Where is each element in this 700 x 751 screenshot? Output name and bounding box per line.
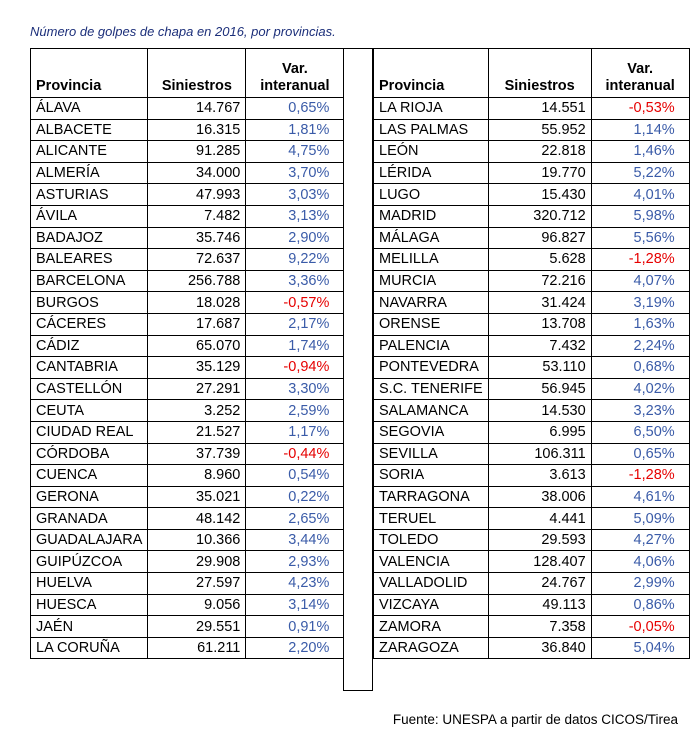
province-cell: GUADALAJARA xyxy=(31,529,148,551)
siniestros-cell: 7.358 xyxy=(488,616,591,638)
table-row xyxy=(31,594,344,616)
province-cell: PALENCIA xyxy=(374,335,489,357)
siniestros-cell: 37.739 xyxy=(148,443,246,465)
siniestros-cell: 17.687 xyxy=(148,313,246,335)
table-row xyxy=(374,162,690,184)
table-row xyxy=(31,119,344,141)
siniestros-cell: 29.908 xyxy=(148,551,246,573)
siniestros-cell: 61.211 xyxy=(148,637,246,659)
province-cell: LA RIOJA xyxy=(374,98,489,120)
siniestros-cell: 14.530 xyxy=(488,400,591,422)
province-cell: TOLEDO xyxy=(374,529,489,551)
siniestros-cell: 128.407 xyxy=(488,551,591,573)
province-table-right xyxy=(373,48,690,659)
siniestros-cell: 106.311 xyxy=(488,443,591,465)
var-interanual-cell: 3,36% xyxy=(246,270,344,292)
province-cell: TERUEL xyxy=(374,508,489,530)
table-row xyxy=(31,249,344,271)
table-row xyxy=(374,637,690,659)
siniestros-cell: 16.315 xyxy=(148,119,246,141)
table-row xyxy=(31,313,344,335)
siniestros-cell: 7.482 xyxy=(148,205,246,227)
province-cell: ASTURIAS xyxy=(31,184,148,206)
siniestros-cell: 14.767 xyxy=(148,98,246,120)
table-row xyxy=(31,357,344,379)
var-interanual-cell: 0,65% xyxy=(591,443,689,465)
province-cell: VALENCIA xyxy=(374,551,489,573)
siniestros-cell: 7.432 xyxy=(488,335,591,357)
siniestros-cell: 21.527 xyxy=(148,421,246,443)
page-title: Número de golpes de chapa en 2016, por provincias. xyxy=(30,24,336,39)
province-cell: ALMERÍA xyxy=(31,162,148,184)
var-interanual-cell: 2,93% xyxy=(246,551,344,573)
table-row xyxy=(31,205,344,227)
var-interanual-cell: 3,23% xyxy=(591,400,689,422)
header-var-line2: interanual xyxy=(260,78,330,94)
table-row xyxy=(374,227,690,249)
table-row xyxy=(31,141,344,163)
province-cell: SALAMANCA xyxy=(374,400,489,422)
table-row xyxy=(374,184,690,206)
var-interanual-cell: 2,65% xyxy=(246,508,344,530)
var-interanual-cell: 3,14% xyxy=(246,594,344,616)
siniestros-cell: 24.767 xyxy=(488,573,591,595)
province-cell: GERONA xyxy=(31,486,148,508)
header-var-interanual xyxy=(246,49,344,98)
siniestros-cell: 38.006 xyxy=(488,486,591,508)
table-row xyxy=(374,141,690,163)
var-interanual-cell: 0,68% xyxy=(591,357,689,379)
table-row xyxy=(31,529,344,551)
table-row xyxy=(374,616,690,638)
province-cell: HUELVA xyxy=(31,573,148,595)
siniestros-cell: 29.551 xyxy=(148,616,246,638)
var-interanual-cell: 2,99% xyxy=(591,573,689,595)
header-var-line1: Var. xyxy=(281,61,308,77)
header-siniestros: Siniestros xyxy=(488,49,591,98)
table-row xyxy=(31,637,344,659)
province-cell: CÁCERES xyxy=(31,313,148,335)
province-cell: MADRID xyxy=(374,205,489,227)
source-note: Fuente: UNESPA a partir de datos CICOS/Tirea xyxy=(392,712,678,727)
table-row xyxy=(374,335,690,357)
table-row xyxy=(31,227,344,249)
var-interanual-cell: -0,94% xyxy=(246,357,344,379)
var-interanual-cell: 9,22% xyxy=(246,249,344,271)
province-cell: MURCIA xyxy=(374,270,489,292)
province-cell: BADAJOZ xyxy=(31,227,148,249)
province-cell: ZAMORA xyxy=(374,616,489,638)
province-cell: CÁDIZ xyxy=(31,335,148,357)
province-table-left xyxy=(30,48,344,659)
province-cell: TARRAGONA xyxy=(374,486,489,508)
siniestros-cell: 256.788 xyxy=(148,270,246,292)
siniestros-cell: 47.993 xyxy=(148,184,246,206)
province-cell: BURGOS xyxy=(31,292,148,314)
table-row xyxy=(31,292,344,314)
province-cell: MÁLAGA xyxy=(374,227,489,249)
province-cell: CUENCA xyxy=(31,465,148,487)
siniestros-cell: 6.995 xyxy=(488,421,591,443)
var-interanual-cell: 3,13% xyxy=(246,205,344,227)
province-cell: CIUDAD REAL xyxy=(31,421,148,443)
siniestros-cell: 5.628 xyxy=(488,249,591,271)
province-cell: GUIPÚZCOA xyxy=(31,551,148,573)
header-siniestros: Siniestros xyxy=(148,49,246,98)
siniestros-cell: 3.613 xyxy=(488,465,591,487)
table-row xyxy=(31,270,344,292)
var-interanual-cell: 5,98% xyxy=(591,205,689,227)
header-provincia: Provincia xyxy=(31,49,148,98)
province-cell: SORIA xyxy=(374,465,489,487)
province-cell: S.C. TENERIFE xyxy=(374,378,489,400)
var-interanual-cell: 4,75% xyxy=(246,141,344,163)
table-row xyxy=(374,205,690,227)
siniestros-cell: 34.000 xyxy=(148,162,246,184)
var-interanual-cell: 5,09% xyxy=(591,508,689,530)
var-interanual-cell: 2,20% xyxy=(246,637,344,659)
province-cell: ZARAGOZA xyxy=(374,637,489,659)
var-interanual-cell: 0,54% xyxy=(246,465,344,487)
siniestros-cell: 65.070 xyxy=(148,335,246,357)
siniestros-cell: 9.056 xyxy=(148,594,246,616)
siniestros-cell: 31.424 xyxy=(488,292,591,314)
var-interanual-cell: 1,17% xyxy=(246,421,344,443)
table-row xyxy=(374,378,690,400)
table-row xyxy=(374,573,690,595)
province-cell: ALBACETE xyxy=(31,119,148,141)
var-interanual-cell: 3,19% xyxy=(591,292,689,314)
siniestros-cell: 27.597 xyxy=(148,573,246,595)
siniestros-cell: 29.593 xyxy=(488,529,591,551)
siniestros-cell: 4.441 xyxy=(488,508,591,530)
table-row xyxy=(374,313,690,335)
table-row xyxy=(374,119,690,141)
var-interanual-cell: 4,01% xyxy=(591,184,689,206)
var-interanual-cell: 2,90% xyxy=(246,227,344,249)
table-row xyxy=(31,162,344,184)
province-cell: BARCELONA xyxy=(31,270,148,292)
table-row xyxy=(374,465,690,487)
siniestros-cell: 13.708 xyxy=(488,313,591,335)
province-cell: ÁLAVA xyxy=(31,98,148,120)
var-interanual-cell: -0,44% xyxy=(246,443,344,465)
var-interanual-cell: 2,17% xyxy=(246,313,344,335)
siniestros-cell: 49.113 xyxy=(488,594,591,616)
siniestros-cell: 8.960 xyxy=(148,465,246,487)
table-row xyxy=(31,335,344,357)
siniestros-cell: 14.551 xyxy=(488,98,591,120)
siniestros-cell: 96.827 xyxy=(488,227,591,249)
table-row xyxy=(31,98,344,120)
header-provincia: Provincia xyxy=(374,49,489,98)
siniestros-cell: 320.712 xyxy=(488,205,591,227)
var-interanual-cell: 0,65% xyxy=(246,98,344,120)
table-header-row xyxy=(374,49,690,98)
table-row xyxy=(374,357,690,379)
var-interanual-cell: 3,44% xyxy=(246,529,344,551)
siniestros-cell: 35.746 xyxy=(148,227,246,249)
province-cell: ORENSE xyxy=(374,313,489,335)
table-row xyxy=(374,98,690,120)
var-interanual-cell: 1,81% xyxy=(246,119,344,141)
table-row xyxy=(374,249,690,271)
var-interanual-cell: 0,86% xyxy=(591,594,689,616)
province-cell: HUESCA xyxy=(31,594,148,616)
table-row xyxy=(374,270,690,292)
province-cell: LUGO xyxy=(374,184,489,206)
var-interanual-cell: 1,74% xyxy=(246,335,344,357)
var-interanual-cell: 0,91% xyxy=(246,616,344,638)
siniestros-cell: 36.840 xyxy=(488,637,591,659)
province-cell: ALICANTE xyxy=(31,141,148,163)
province-cell: SEVILLA xyxy=(374,443,489,465)
table-header-row xyxy=(31,49,344,98)
table-row xyxy=(31,184,344,206)
siniestros-cell: 53.110 xyxy=(488,357,591,379)
table-row xyxy=(31,378,344,400)
siniestros-cell: 48.142 xyxy=(148,508,246,530)
var-interanual-cell: 4,02% xyxy=(591,378,689,400)
table-row xyxy=(374,421,690,443)
siniestros-cell: 55.952 xyxy=(488,119,591,141)
header-var-interanual xyxy=(591,49,689,98)
province-cell: LA CORUÑA xyxy=(31,637,148,659)
table-row xyxy=(31,486,344,508)
province-cell: LAS PALMAS xyxy=(374,119,489,141)
province-cell: GRANADA xyxy=(31,508,148,530)
province-cell: CEUTA xyxy=(31,400,148,422)
var-interanual-cell: 4,06% xyxy=(591,551,689,573)
siniestros-cell: 27.291 xyxy=(148,378,246,400)
var-interanual-cell: 4,07% xyxy=(591,270,689,292)
var-interanual-cell: -1,28% xyxy=(591,249,689,271)
var-interanual-cell: 5,04% xyxy=(591,637,689,659)
var-interanual-cell: 4,23% xyxy=(246,573,344,595)
province-cell: NAVARRA xyxy=(374,292,489,314)
siniestros-cell: 56.945 xyxy=(488,378,591,400)
var-interanual-cell: -1,28% xyxy=(591,465,689,487)
var-interanual-cell: 0,22% xyxy=(246,486,344,508)
table-gap-column xyxy=(343,48,373,691)
header-var-line1: Var. xyxy=(627,61,654,77)
province-cell: SEGOVIA xyxy=(374,421,489,443)
table-row xyxy=(374,529,690,551)
siniestros-cell: 72.637 xyxy=(148,249,246,271)
table-row xyxy=(31,508,344,530)
siniestros-cell: 91.285 xyxy=(148,141,246,163)
table-row xyxy=(31,421,344,443)
var-interanual-cell: 3,70% xyxy=(246,162,344,184)
siniestros-cell: 19.770 xyxy=(488,162,591,184)
siniestros-cell: 35.021 xyxy=(148,486,246,508)
province-cell: BALEARES xyxy=(31,249,148,271)
var-interanual-cell: 6,50% xyxy=(591,421,689,443)
siniestros-cell: 15.430 xyxy=(488,184,591,206)
siniestros-cell: 10.366 xyxy=(148,529,246,551)
var-interanual-cell: 1,46% xyxy=(591,141,689,163)
table-row xyxy=(31,551,344,573)
var-interanual-cell: 3,30% xyxy=(246,378,344,400)
province-cell: CÓRDOBA xyxy=(31,443,148,465)
siniestros-cell: 72.216 xyxy=(488,270,591,292)
table-row xyxy=(374,594,690,616)
var-interanual-cell: -0,57% xyxy=(246,292,344,314)
table-row xyxy=(374,292,690,314)
siniestros-cell: 35.129 xyxy=(148,357,246,379)
var-interanual-cell: 2,59% xyxy=(246,400,344,422)
var-interanual-cell: -0,53% xyxy=(591,98,689,120)
province-cell: CANTABRIA xyxy=(31,357,148,379)
siniestros-cell: 22.818 xyxy=(488,141,591,163)
var-interanual-cell: 4,27% xyxy=(591,529,689,551)
var-interanual-cell: 5,22% xyxy=(591,162,689,184)
var-interanual-cell: 4,61% xyxy=(591,486,689,508)
table-row xyxy=(31,400,344,422)
province-cell: CASTELLÓN xyxy=(31,378,148,400)
province-cell: PONTEVEDRA xyxy=(374,357,489,379)
var-interanual-cell: 2,24% xyxy=(591,335,689,357)
var-interanual-cell: -0,05% xyxy=(591,616,689,638)
province-cell: JAÉN xyxy=(31,616,148,638)
var-interanual-cell: 1,14% xyxy=(591,119,689,141)
table-row xyxy=(374,551,690,573)
province-cell: LEÓN xyxy=(374,141,489,163)
siniestros-cell: 3.252 xyxy=(148,400,246,422)
table-row xyxy=(31,465,344,487)
table-row xyxy=(31,616,344,638)
var-interanual-cell: 3,03% xyxy=(246,184,344,206)
siniestros-cell: 18.028 xyxy=(148,292,246,314)
province-cell: VALLADOLID xyxy=(374,573,489,595)
table-row xyxy=(374,508,690,530)
table-row xyxy=(374,486,690,508)
table-row xyxy=(374,443,690,465)
var-interanual-cell: 5,56% xyxy=(591,227,689,249)
header-var-line2: interanual xyxy=(605,78,675,94)
province-cell: VIZCAYA xyxy=(374,594,489,616)
var-interanual-cell: 1,63% xyxy=(591,313,689,335)
table-row xyxy=(374,400,690,422)
table-row xyxy=(31,443,344,465)
province-cell: LÉRIDA xyxy=(374,162,489,184)
province-cell: MELILLA xyxy=(374,249,489,271)
province-cell: ÁVILA xyxy=(31,205,148,227)
table-row xyxy=(31,573,344,595)
